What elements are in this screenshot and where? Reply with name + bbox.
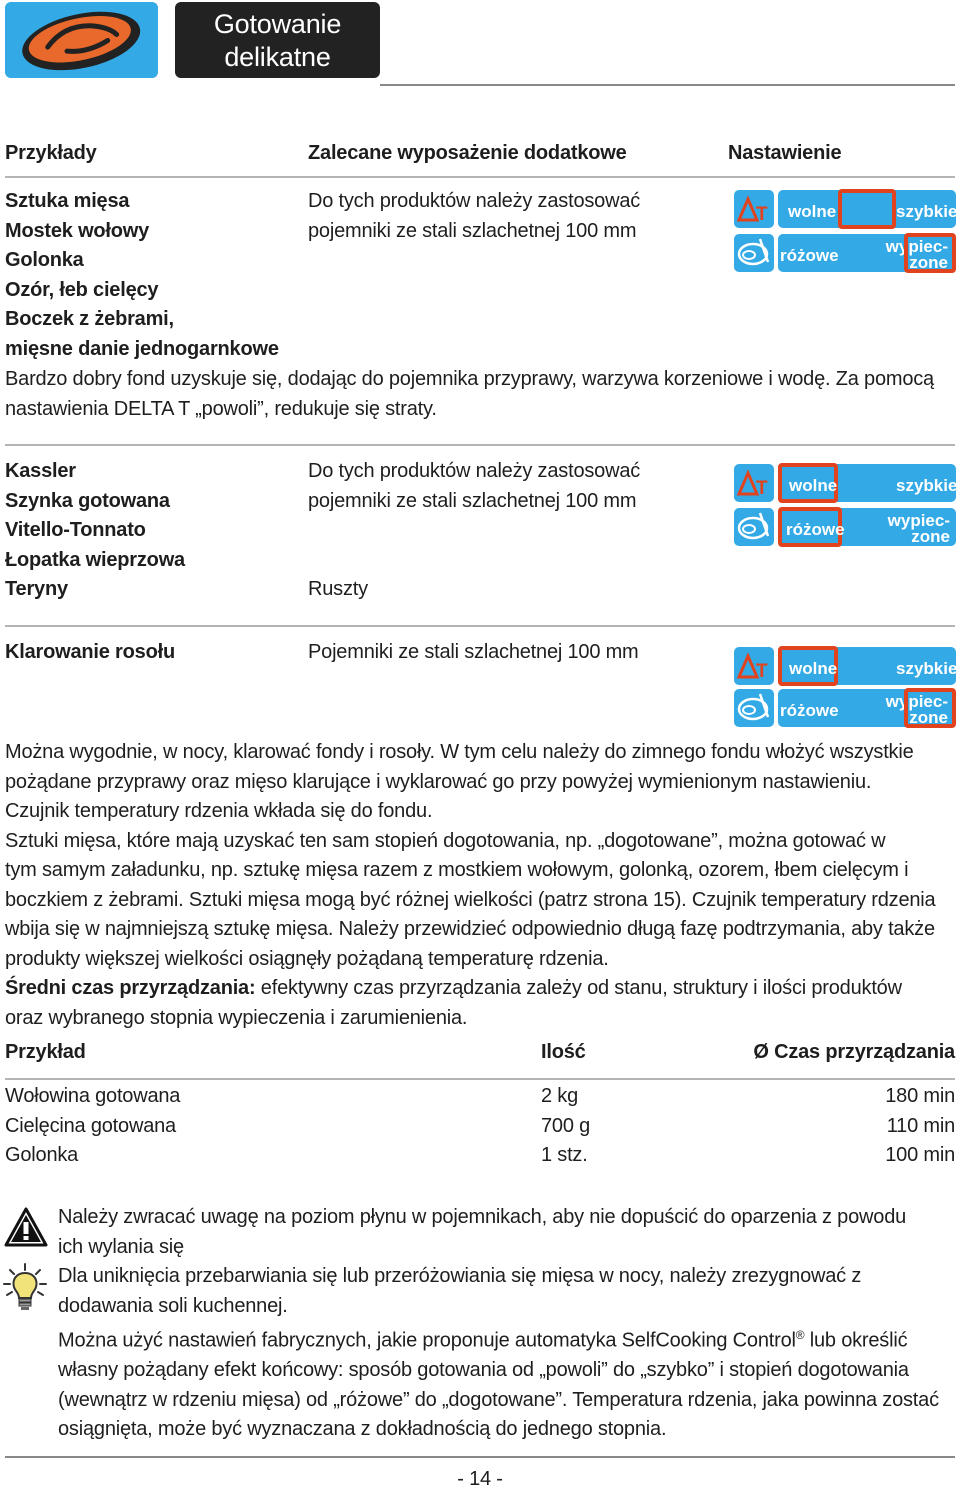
page-title-line1: Gotowanie <box>213 9 342 39</box>
tip-line: osiągnięta, może być wyznaczana z dokładnością do jednego stopnia. <box>58 1418 667 1441</box>
setting-panel-section2 <box>734 464 956 550</box>
accessory-text: pojemniki ze stali szlachetnej 100 mm <box>308 219 637 242</box>
doneness-label-pink: różowe <box>780 701 839 720</box>
paragraph-line: tym samym załadunku, np. sztukę mięsa razem z mostkiem wołowym, golonką, ozorem, łbem cielęcym i <box>5 859 909 881</box>
list-item: Sztuka mięsa <box>5 190 130 212</box>
accessory-text: Ruszty <box>308 578 368 600</box>
tip-text <box>58 1262 939 1445</box>
accessory-text: Do tych produktów należy zastosować <box>308 460 641 482</box>
tip-line: dodawania soli kuchennej. <box>58 1294 288 1317</box>
delta-t-icon <box>734 647 774 685</box>
table-header <box>5 1041 955 1071</box>
section2-items <box>5 457 185 605</box>
tip-line <box>58 1321 939 1356</box>
table-cell: 180 min <box>885 1085 955 1107</box>
paragraph-line <box>5 974 960 1004</box>
list-item: Szynka gotowana <box>5 489 170 512</box>
setting-panel-section3 <box>734 647 956 733</box>
table-row <box>5 1144 955 1174</box>
paragraph-line: Można wygodnie, w nocy, klarować fondy i rosoły. W tym celu należy do zimnego fondu włożyć wszystkie <box>5 741 914 763</box>
doneness-label-well-done-1: wypiec- <box>885 692 948 711</box>
list-item: Ozór, łeb cielęcy <box>5 278 159 301</box>
table-row <box>5 1085 955 1115</box>
doneness-label-well-done-2: zone <box>911 527 950 546</box>
column-header-settings: Nastawienie <box>728 142 842 164</box>
table-cell: Cielęcina gotowana <box>5 1115 176 1137</box>
speed-label-fast: szybkie <box>896 202 958 221</box>
accessory-text: pojemniki ze stali szlachetnej 100 mm <box>308 489 637 512</box>
delta-t-row <box>734 464 956 502</box>
list-item: mięsne danie jednogarnkowe <box>5 337 279 360</box>
table-cell: 1 stz. <box>541 1144 588 1166</box>
tip-line: (wewnątrz w rdzeniu mięsa) od „różowe” do „dogotowane”. Temperatura rdzenia, jaka powinna zostać <box>58 1388 939 1411</box>
setting-panel-section1 <box>734 190 956 276</box>
warning-line: ich wylania się <box>58 1235 184 1258</box>
table-header-example: Przykład <box>5 1041 86 1063</box>
category-logo <box>5 2 158 78</box>
doneness-label-well-done-1: wypiec- <box>885 237 948 256</box>
table-cell: 700 g <box>541 1115 591 1137</box>
speed-label-slow: wolne <box>788 202 837 221</box>
divider <box>5 444 955 446</box>
tip-line: własny pożądany efekt końcowy: sposób gotowania od „powoli” do „szybko” i stopień dogotowania <box>58 1359 909 1382</box>
divider <box>5 176 955 178</box>
table-header-time: Ø Czas przyrządzania <box>753 1041 955 1063</box>
header-divider <box>380 84 955 86</box>
section1-accessories <box>308 187 640 246</box>
section3-accessory: Pojemniki ze stali szlachetnej 100 mm <box>308 641 639 663</box>
list-item: Łopatka wieprzowa <box>5 548 185 571</box>
avg-time-label: Średni czas przyrządzania: <box>5 977 256 999</box>
table-header-quantity: Ilość <box>541 1041 586 1063</box>
paragraph-line: pożądane przyprawy oraz mięso klarujące i wyklarować go przy powyżej wymienionym nastawieniu. <box>5 770 872 793</box>
svg-text:T: T <box>756 478 768 499</box>
paragraph-line: boczkiem z żebrami. Sztuki mięsa mogą być różnej wielkości (patrz strona 15). Czujnik temperatury rdzenia <box>5 888 936 911</box>
warning-icon <box>4 1206 48 1253</box>
page-title <box>175 2 380 78</box>
tip-segment: Można użyć nastawień fabrycznych, jakie proponuje automatyka SelfCooking Control <box>58 1329 796 1352</box>
table-cell: 100 min <box>885 1144 955 1166</box>
section2-accessories <box>308 457 640 605</box>
accessory-text: Do tych produktów należy zastosować <box>308 190 641 212</box>
paragraph-line: wbija się w najmniejszą sztukę mięsa. Należy przewidzieć odpowiednio długą fazę podtrzymania, aby także <box>5 918 935 940</box>
body-text <box>5 738 960 1033</box>
core-temp-row <box>734 508 956 546</box>
lightbulb-icon <box>2 1262 48 1321</box>
speed-label-fast: szybkie <box>896 659 958 678</box>
doneness-label-well-done-2: zone <box>909 253 948 272</box>
doneness-label-well-done-1: wypiec- <box>887 511 950 530</box>
core-probe-icon <box>734 689 774 727</box>
list-item: Vitello-Tonnato <box>5 519 146 541</box>
section1-items <box>5 187 279 364</box>
speed-label-slow: wolne <box>789 476 838 495</box>
list-item: Golonka <box>5 249 84 271</box>
paragraph-line: Czujnik temperatury rdzenia wkłada się do fondu. <box>5 800 433 822</box>
column-header-accessories: Zalecane wyposażenie dodatkowe <box>308 142 627 164</box>
table-cell: 110 min <box>886 1115 955 1137</box>
doneness-label-well-done <box>884 513 950 545</box>
section1-note <box>5 365 934 424</box>
doneness-label-pink: różowe <box>780 246 839 265</box>
list-item: Teryny <box>5 578 68 600</box>
note-text: Bardzo dobry fond uzyskuje się, dodając do pojemnika przyprawy, warzywa korzeniowe i wodę. Za pomocą <box>5 368 934 390</box>
delta-t-row <box>734 647 956 685</box>
table-cell: 2 kg <box>541 1085 579 1107</box>
column-header-examples: Przykłady <box>5 142 97 164</box>
page-title-line2: delikatne <box>224 42 331 72</box>
table-cell: Golonka <box>5 1144 79 1166</box>
selected-setting-marker <box>904 688 956 728</box>
paragraph-line: Sztuki mięsa, które mają uzyskać ten sam stopień dogotowania, np. „dogotowane”, można gotować w <box>5 829 886 852</box>
delta-t-icon <box>734 190 774 228</box>
svg-text:T: T <box>756 661 768 682</box>
note-text: nastawienia DELTA T „powoli”, redukuje się straty. <box>5 397 437 420</box>
registered-mark: ® <box>795 1328 805 1342</box>
warning-line: Należy zwracać uwagę na poziom płynu w pojemnikach, aby nie dopuścić do oparzenia z powodu <box>58 1206 907 1228</box>
doneness-label-well-done-2: zone <box>909 708 948 727</box>
doneness-label-pink: różowe <box>786 520 845 539</box>
section3-item: Klarowanie rosołu <box>5 641 175 663</box>
tip-line: Dla uniknięcia przebarwiania się lub przeróżowiania się mięsa w nocy, należy zrezygnować z <box>58 1265 862 1287</box>
speed-label-fast: szybkie <box>896 476 958 495</box>
selected-setting-marker <box>904 233 956 273</box>
paragraph-line: oraz wybranego stopnia wypieczenia i zarumienienia. <box>5 1006 468 1029</box>
list-item: Kassler <box>5 460 76 482</box>
gentle-cooking-icon <box>5 2 158 78</box>
core-probe-icon <box>734 508 774 546</box>
divider <box>5 625 955 627</box>
footer-divider <box>5 1456 955 1458</box>
selected-setting-marker <box>838 189 896 229</box>
core-temp-row <box>734 689 956 727</box>
paragraph-line: produkty większej wielkości osiągnęły pożądaną temperaturę rdzenia. <box>5 947 609 970</box>
warning-text <box>58 1203 906 1262</box>
table-divider <box>5 1078 955 1080</box>
list-item: Boczek z żebrami, <box>5 308 174 330</box>
page-number: - 14 - <box>457 1468 503 1490</box>
avg-time-text: efektywny czas przyrządzania zależy od stanu, struktury i ilości produktów <box>255 977 902 999</box>
tip-segment: lub określić <box>804 1329 908 1352</box>
svg-text:T: T <box>756 204 768 225</box>
table-cell: Wołowina gotowana <box>5 1085 181 1107</box>
list-item: Mostek wołowy <box>5 219 150 242</box>
table-row <box>5 1115 955 1145</box>
delta-t-icon <box>734 464 774 502</box>
core-temp-row <box>734 234 956 272</box>
speed-label-slow: wolne <box>789 659 838 678</box>
delta-t-row <box>734 190 956 228</box>
core-probe-icon <box>734 234 774 272</box>
